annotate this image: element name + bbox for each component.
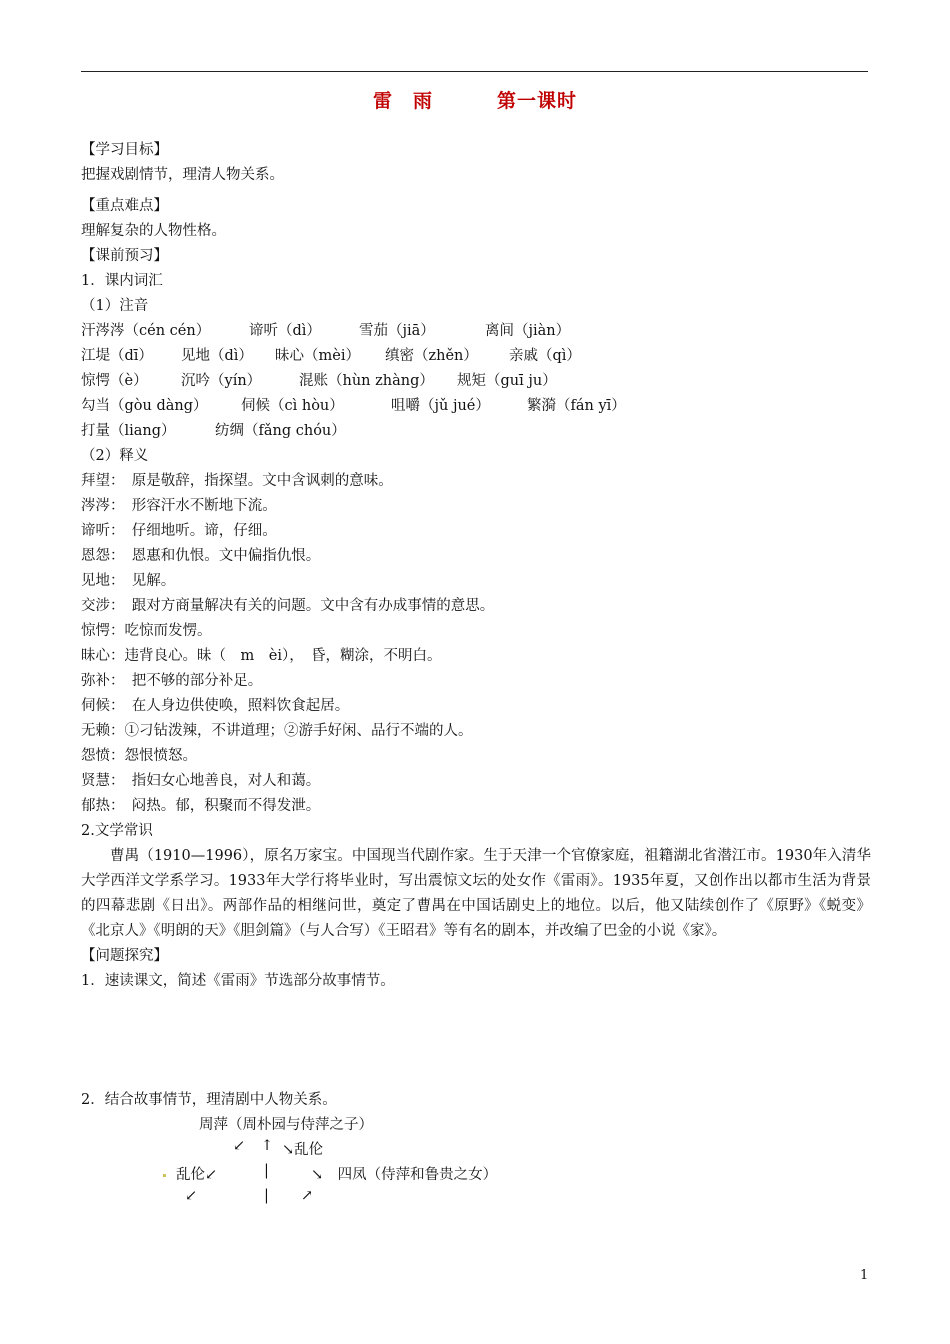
- pinyin-item: 缜密（zhěn）: [385, 348, 478, 364]
- meaning-item: 无赖：①刁钻泼辣，不讲道理；②游手好闲、品行不端的人。: [81, 723, 473, 739]
- meaning-item: 弥补： 把不够的部分补足。: [81, 673, 263, 689]
- pinyin-item: 伺候（cì hòu）: [241, 398, 344, 414]
- goal-header: 【学习目标】: [81, 142, 168, 158]
- lit-paragraph: 曹禺（1910—1996），原名万家宝。中国现当代剧作家。生于天津一个官僚家庭，祖籍湖北省潜江市。1930年入清华大学西洋文学系学习。1933年大学行将毕业时，写出震惊文坛的处女作《雷雨》。1935年夏，又创作出以都市生活为背景的四幕悲剧《日出》。两部作品的相继问世，奠定了曹禺在中国话剧史上的地位。以后，他又陆续创作了《原野》《蜕变》《北京人》《明朗的天》《胆剑篇》（与人合写）《王昭君》等有名的剧本，并改编了巴金的小说《家》。: [81, 848, 871, 939]
- header-rule: [81, 71, 868, 72]
- meaning-item: 贤慧： 指妇女心地善良，对人和蔼。: [81, 773, 321, 789]
- preview-header: 【课前预习】: [81, 248, 168, 264]
- meaning-title: （2）释义: [81, 448, 149, 464]
- inquiry-header: 【问题探究】: [81, 948, 168, 964]
- meaning-item: 拜望： 原是敬辞，指探望。文中含讽刺的意味。: [81, 473, 393, 489]
- key-text: 理解复杂的人物性格。: [81, 223, 226, 239]
- pinyin-item: 繁漪（fán yī）: [527, 398, 626, 414]
- meaning-item: 恩怨： 恩惠和仇恨。文中偏指仇恨。: [81, 548, 321, 564]
- arrow-down-left: ↙: [185, 1188, 198, 1204]
- pinyin-item: 昧心（mèi）: [275, 348, 360, 364]
- meaning-item: 惊愕：吃惊而发愣。: [81, 623, 212, 639]
- pinyin-item: 纺绸（fǎng chóu）: [215, 423, 346, 439]
- meaning-item: 怨愤：怨恨愤怒。: [81, 748, 197, 764]
- pinyin-title: （1）注音: [81, 298, 149, 314]
- meaning-item: 见地： 见解。: [81, 573, 176, 589]
- title-lesson: 第一课时: [497, 90, 578, 112]
- relationship-diagram: [81, 1113, 871, 1223]
- document-body: [81, 138, 871, 1223]
- pinyin-item: 雪茄（jiā）: [359, 323, 435, 339]
- pinyin-item: 见地（dì）: [181, 348, 253, 364]
- node-si-feng: ↘ 四凤（侍萍和鲁贵之女）: [311, 1167, 498, 1183]
- pinyin-row: [81, 419, 871, 444]
- pinyin-row: [81, 394, 871, 419]
- meaning-item: 郁热： 闷热。郁，积聚而不得发泄。: [81, 798, 321, 814]
- pinyin-row: [81, 369, 871, 394]
- title-main: 雷 雨: [372, 90, 433, 112]
- page-title: [0, 86, 950, 113]
- meaning-item: 谛听： 仔细地听。谛，仔细。: [81, 523, 277, 539]
- pinyin-item: 沉吟（yín）: [181, 373, 262, 389]
- arrow-up-right: ↗: [301, 1188, 314, 1204]
- meaning-item: 伺候： 在人身边供使唤，照料饮食起居。: [81, 698, 350, 714]
- key-header: 【重点难点】: [81, 198, 168, 214]
- lit-title: 2.文学常识: [81, 823, 153, 839]
- pinyin-item: 打量（liang）: [81, 423, 176, 439]
- pinyin-item: 勾当（gòu dàng）: [81, 398, 208, 414]
- question-1: 1．速读课文，简述《雷雨》节选部分故事情节。: [81, 973, 395, 989]
- meaning-item: 涔涔： 形容汗水不断地下流。: [81, 498, 277, 514]
- answer-space: [81, 994, 871, 1088]
- node-zhou-ping: 周萍（周朴园与侍萍之子）: [199, 1117, 373, 1133]
- arrow-up: ↑: [261, 1138, 274, 1154]
- pinyin-item: 谛听（dì）: [249, 323, 321, 339]
- arrow-down-left: ↙: [233, 1138, 246, 1154]
- vocab-title: 1．课内词汇: [81, 273, 163, 289]
- pinyin-row: [81, 319, 871, 344]
- pinyin-item: 咀嚼（jǔ jué）: [391, 398, 490, 414]
- pinyin-item: 江堤（dī）: [81, 348, 153, 364]
- question-2: 2．结合故事情节，理清剧中人物关系。: [81, 1092, 337, 1108]
- arrow-incest-right: ↘乱伦: [282, 1142, 324, 1158]
- pinyin-item: 亲戚（qì）: [509, 348, 581, 364]
- pinyin-item: 汗涔涔（cén cén）: [81, 323, 211, 339]
- goal-text: 把握戏剧情节，理清人物关系。: [81, 167, 284, 183]
- pinyin-item: 离间（jiàn）: [485, 323, 571, 339]
- vertical-bar: |: [264, 1163, 269, 1179]
- meaning-item: 昧心：违背良心。昧（ m èi）， 昏，糊涂，不明白。: [81, 648, 442, 664]
- pinyin-item: 惊愕（è）: [81, 373, 148, 389]
- vertical-bar: |: [264, 1188, 269, 1204]
- meaning-item: 交涉： 跟对方商量解决有关的问题。文中含有办成事情的意思。: [81, 598, 495, 614]
- pinyin-item: 混账（hùn zhàng）: [299, 373, 434, 389]
- page-number: 1: [860, 1268, 869, 1283]
- pinyin-row: [81, 344, 871, 369]
- pinyin-item: 规矩（guī ju）: [457, 373, 557, 389]
- incest-left-label: 乱伦↙: [163, 1163, 217, 1184]
